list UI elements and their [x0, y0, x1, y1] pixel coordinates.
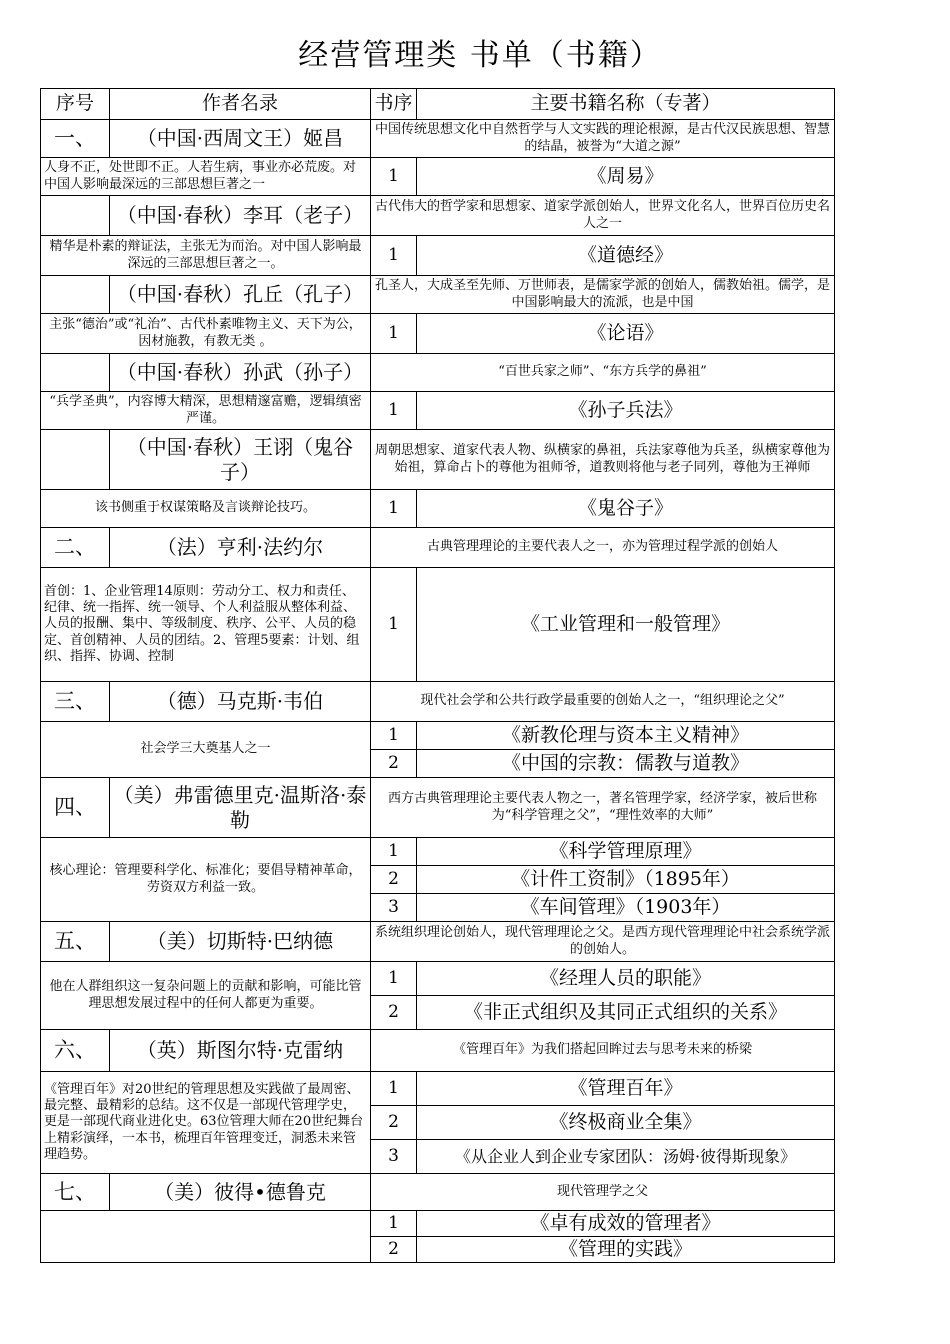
book-note: 他在人群组织这一复杂问题上的贡献和影响，可能比管理思想发展过程中的任何人都更为重要。	[41, 962, 371, 1030]
header-author: 作者名录	[110, 89, 371, 120]
book-note: 核心理论：管理要科学化、标准化；要倡导精神革命，劳资双方利益一致。	[41, 838, 371, 922]
author-description: 古代伟大的哲学家和思想家、道家学派创始人，世界文化名人，世界百位历史名人之一	[371, 196, 835, 236]
book-seq: 1	[371, 1211, 417, 1237]
section-number	[41, 430, 110, 490]
book-row	[41, 568, 835, 682]
book-seq: 1	[371, 568, 417, 682]
section-number: 二、	[41, 528, 110, 568]
book-row	[41, 1072, 835, 1106]
section-number: 六、	[41, 1030, 110, 1072]
header-no: 序号	[41, 89, 110, 120]
book-note	[41, 1211, 371, 1263]
book-title: 《周易》	[417, 158, 835, 196]
author-row	[41, 1174, 835, 1211]
author-name: （中国·春秋）孔丘（孔子）	[110, 276, 371, 314]
book-seq: 1	[371, 1072, 417, 1106]
book-note: 主张“德治”或“礼治”、古代朴素唯物主义、天下为公，因材施教，有教无类 。	[41, 314, 371, 354]
book-note: 精华是朴素的辩证法，主张无为而治。对中国人影响最深远的三部思想巨著之一。	[41, 236, 371, 276]
book-title: 《新教伦理与资本主义精神》	[417, 722, 835, 750]
author-row	[41, 1030, 835, 1072]
book-seq: 1	[371, 314, 417, 354]
book-row	[41, 158, 835, 196]
author-description: 周朝思想家、道家代表人物、纵横家的鼻祖，兵法家尊他为兵圣，纵横家尊他为始祖，算命占卜的尊他为祖师爷，道教则将他与老子同列，尊他为王禅师	[371, 430, 835, 490]
header-books: 主要书籍名称（专著）	[417, 89, 835, 120]
book-seq: 2	[371, 996, 417, 1030]
author-row	[41, 354, 835, 392]
book-title: 《车间管理》（1903年）	[417, 894, 835, 922]
author-name: （英）斯图尔特·克雷纳	[110, 1030, 371, 1072]
book-note: 人身不正，处世即不正。人若生病，事业亦必荒废。对中国人影响最深远的三部思想巨著之一	[41, 158, 371, 196]
book-seq: 1	[371, 236, 417, 276]
author-name: （德）马克斯·韦伯	[110, 682, 371, 722]
author-row	[41, 196, 835, 236]
book-title: 《非正式组织及其同正式组织的关系》	[417, 996, 835, 1030]
author-row	[41, 682, 835, 722]
book-seq: 2	[371, 750, 417, 778]
author-description: 孔圣人，大成圣至先师、万世师表，是儒家学派的创始人，儒教始祖。儒学，是中国影响最大的流派，也是中国	[371, 276, 835, 314]
book-title: 《经理人员的职能》	[417, 962, 835, 996]
author-description: 现代社会学和公共行政学最重要的创始人之一，“组织理论之父”	[371, 682, 835, 722]
book-row	[41, 838, 835, 866]
book-title: 《工业管理和一般管理》	[417, 568, 835, 682]
author-description: 中国传统思想文化中自然哲学与人文实践的理论根源，是古代汉民族思想、智慧的结晶，被誉为“大道之源”	[371, 120, 835, 158]
book-note: 《管理百年》对20世纪的管理思想及实践做了最周密、最完整、最精彩的总结。这不仅是一部现代管理学史，更是一部现代商业进化史。63位管理大师在20世纪舞台上精彩演绎，一本书，梳理百年管理变迁，洞悉未来管理趋势。	[41, 1072, 371, 1174]
book-title: 《道德经》	[417, 236, 835, 276]
author-name: （中国·春秋）王诩（鬼谷子）	[110, 430, 371, 490]
book-title: 《终极商业全集》	[417, 1106, 835, 1140]
book-list-table	[40, 88, 835, 1263]
book-seq: 2	[371, 1237, 417, 1263]
author-row	[41, 276, 835, 314]
book-row	[41, 392, 835, 430]
book-note: 社会学三大奠基人之一	[41, 722, 371, 778]
book-title: 《从企业人到企业专家团队：汤姆·彼得斯现象》	[417, 1140, 835, 1174]
book-title: 《科学管理原理》	[417, 838, 835, 866]
author-name: （法）亨利·法约尔	[110, 528, 371, 568]
author-row	[41, 528, 835, 568]
author-row	[41, 778, 835, 838]
author-row	[41, 922, 835, 962]
book-seq: 1	[371, 392, 417, 430]
book-title: 《孙子兵法》	[417, 392, 835, 430]
author-description: 系统组织理论创始人，现代管理理论之父。是西方现代管理理论中社会系统学派的创始人。	[371, 922, 835, 962]
author-description: 现代管理学之父	[371, 1174, 835, 1211]
author-name: （美）弗雷德里克·温斯洛·泰勒	[110, 778, 371, 838]
author-row	[41, 120, 835, 158]
book-row	[41, 490, 835, 528]
book-seq: 2	[371, 1106, 417, 1140]
book-row	[41, 962, 835, 996]
section-number: 一、	[41, 120, 110, 158]
book-seq: 1	[371, 838, 417, 866]
book-note: “兵学圣典”，内容博大精深，思想精邃富赡，逻辑缜密严谨。	[41, 392, 371, 430]
page-title: 经营管理类 书单（书籍）	[298, 38, 662, 73]
book-title: 《论语》	[417, 314, 835, 354]
author-description: “百世兵家之师”、“东方兵学的鼻祖”	[371, 354, 835, 392]
book-row	[41, 1211, 835, 1237]
book-title: 《计件工资制》（1895年）	[417, 866, 835, 894]
author-name: （美）彼得•德鲁克	[110, 1174, 371, 1211]
book-title: 《管理的实践》	[417, 1237, 835, 1263]
author-name: （中国·春秋）李耳（老子）	[110, 196, 371, 236]
header-seq: 书序	[371, 89, 417, 120]
book-seq: 1	[371, 722, 417, 750]
section-number: 五、	[41, 922, 110, 962]
book-title: 《管理百年》	[417, 1072, 835, 1106]
author-description: 古典管理理论的主要代表人之一，亦为管理过程学派的创始人	[371, 528, 835, 568]
book-row	[41, 722, 835, 750]
book-seq: 1	[371, 962, 417, 996]
book-title: 《中国的宗教：儒教与道教》	[417, 750, 835, 778]
section-number	[41, 276, 110, 314]
book-seq: 3	[371, 1140, 417, 1174]
section-number: 三、	[41, 682, 110, 722]
author-name: （美）切斯特·巴纳德	[110, 922, 371, 962]
book-title: 《卓有成效的管理者》	[417, 1211, 835, 1237]
book-seq: 1	[371, 490, 417, 528]
author-name: （中国·春秋）孙武（孙子）	[110, 354, 371, 392]
section-number: 七、	[41, 1174, 110, 1211]
book-seq: 2	[371, 866, 417, 894]
book-row	[41, 236, 835, 276]
author-row	[41, 430, 835, 490]
book-seq: 1	[371, 158, 417, 196]
book-note: 该书侧重于权谋策略及言谈辩论技巧。	[41, 490, 371, 528]
author-description: 《管理百年》为我们搭起回眸过去与思考未来的桥梁	[371, 1030, 835, 1072]
book-row	[41, 314, 835, 354]
book-note: 首创：1、企业管理14原则：劳动分工、权力和责任、纪律、统一指挥、统一领导、个人利益服从整体利益、人员的报酬、集中、等级制度、秩序、公平、人员的稳定、首创精神、人员的团结。2、管理5要素：计划、组织、指挥、协调、控制	[41, 568, 371, 682]
header-row	[41, 89, 835, 120]
section-number: 四、	[41, 778, 110, 838]
book-seq: 3	[371, 894, 417, 922]
book-title: 《鬼谷子》	[417, 490, 835, 528]
author-description: 西方古典管理理论主要代表人物之一，著名管理学家，经济学家，被后世称为“科学管理之父”，“理性效率的大师”	[371, 778, 835, 838]
section-number	[41, 196, 110, 236]
section-number	[41, 354, 110, 392]
author-name: （中国·西周文王）姬昌	[110, 120, 371, 158]
